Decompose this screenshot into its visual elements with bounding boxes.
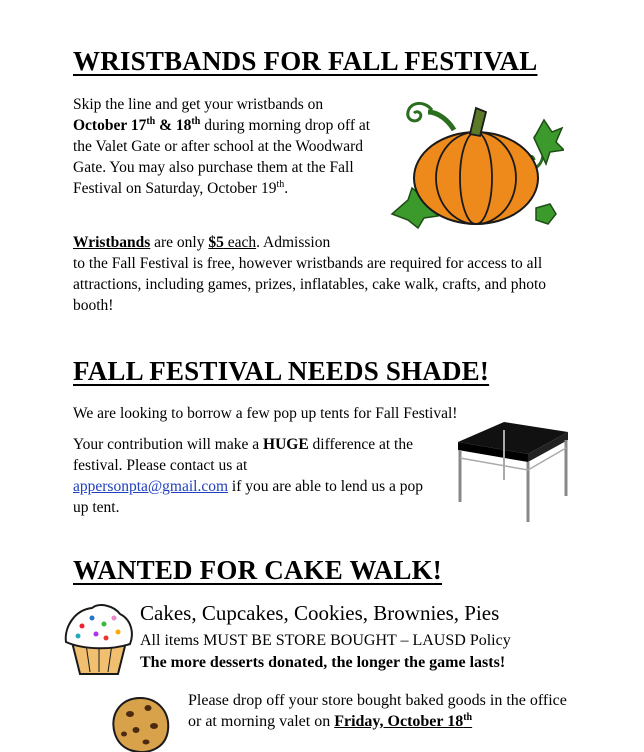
cake-items: Cakes, Cupcakes, Cookies, Brownies, Pies bbox=[140, 601, 500, 625]
pop-up-tent-image bbox=[448, 418, 578, 528]
cake-policy: All items MUST BE STORE BOUGHT – LAUSD Policy bbox=[140, 632, 511, 649]
wristbands-heading: WRISTBANDS FOR FALL FESTIVAL bbox=[73, 46, 538, 76]
wristbands-paragraph-2: to the Fall Festival is free, however wristbands are required for access to all attractions, including games, prizes, inflatables, cake walk, crafts, and photo booth! bbox=[73, 255, 547, 314]
wristbands-paragraph-1: Skip the line and get your wristbands on October 17th & 18th during morning drop off at the Valet Gate or after school at the Woodward Gate. You may also purchase them at the Fall Festival on Saturday, October 19th. bbox=[73, 96, 371, 197]
cookie-image bbox=[108, 694, 174, 752]
shade-paragraph-1: We are looking to borrow a few pop up tents for Fall Festival! bbox=[73, 405, 458, 422]
email-link[interactable]: appersonpta@gmail.com bbox=[73, 478, 229, 495]
cake-walk-heading: WANTED FOR CAKE WALK! bbox=[73, 555, 442, 585]
shade-heading: FALL FESTIVAL NEEDS SHADE! bbox=[73, 356, 490, 386]
shade-paragraph-2: Your contribution will make a HUGE difference at the festival. Please contact us at appersonpta@gmail.com if you are able to lend us a pop up tent. bbox=[73, 436, 424, 516]
pumpkin-image bbox=[384, 96, 564, 236]
cake-more-desserts: The more desserts donated, the longer the game lasts! bbox=[140, 654, 506, 671]
cupcake-image bbox=[62, 600, 136, 678]
dropoff-instructions: Please drop off your store bought baked goods in the office or at morning valet on Friday, October 18th bbox=[188, 692, 567, 730]
wristbands-paragraph-2-first-line: Wristbands are only $5 each. Admission bbox=[73, 234, 331, 251]
